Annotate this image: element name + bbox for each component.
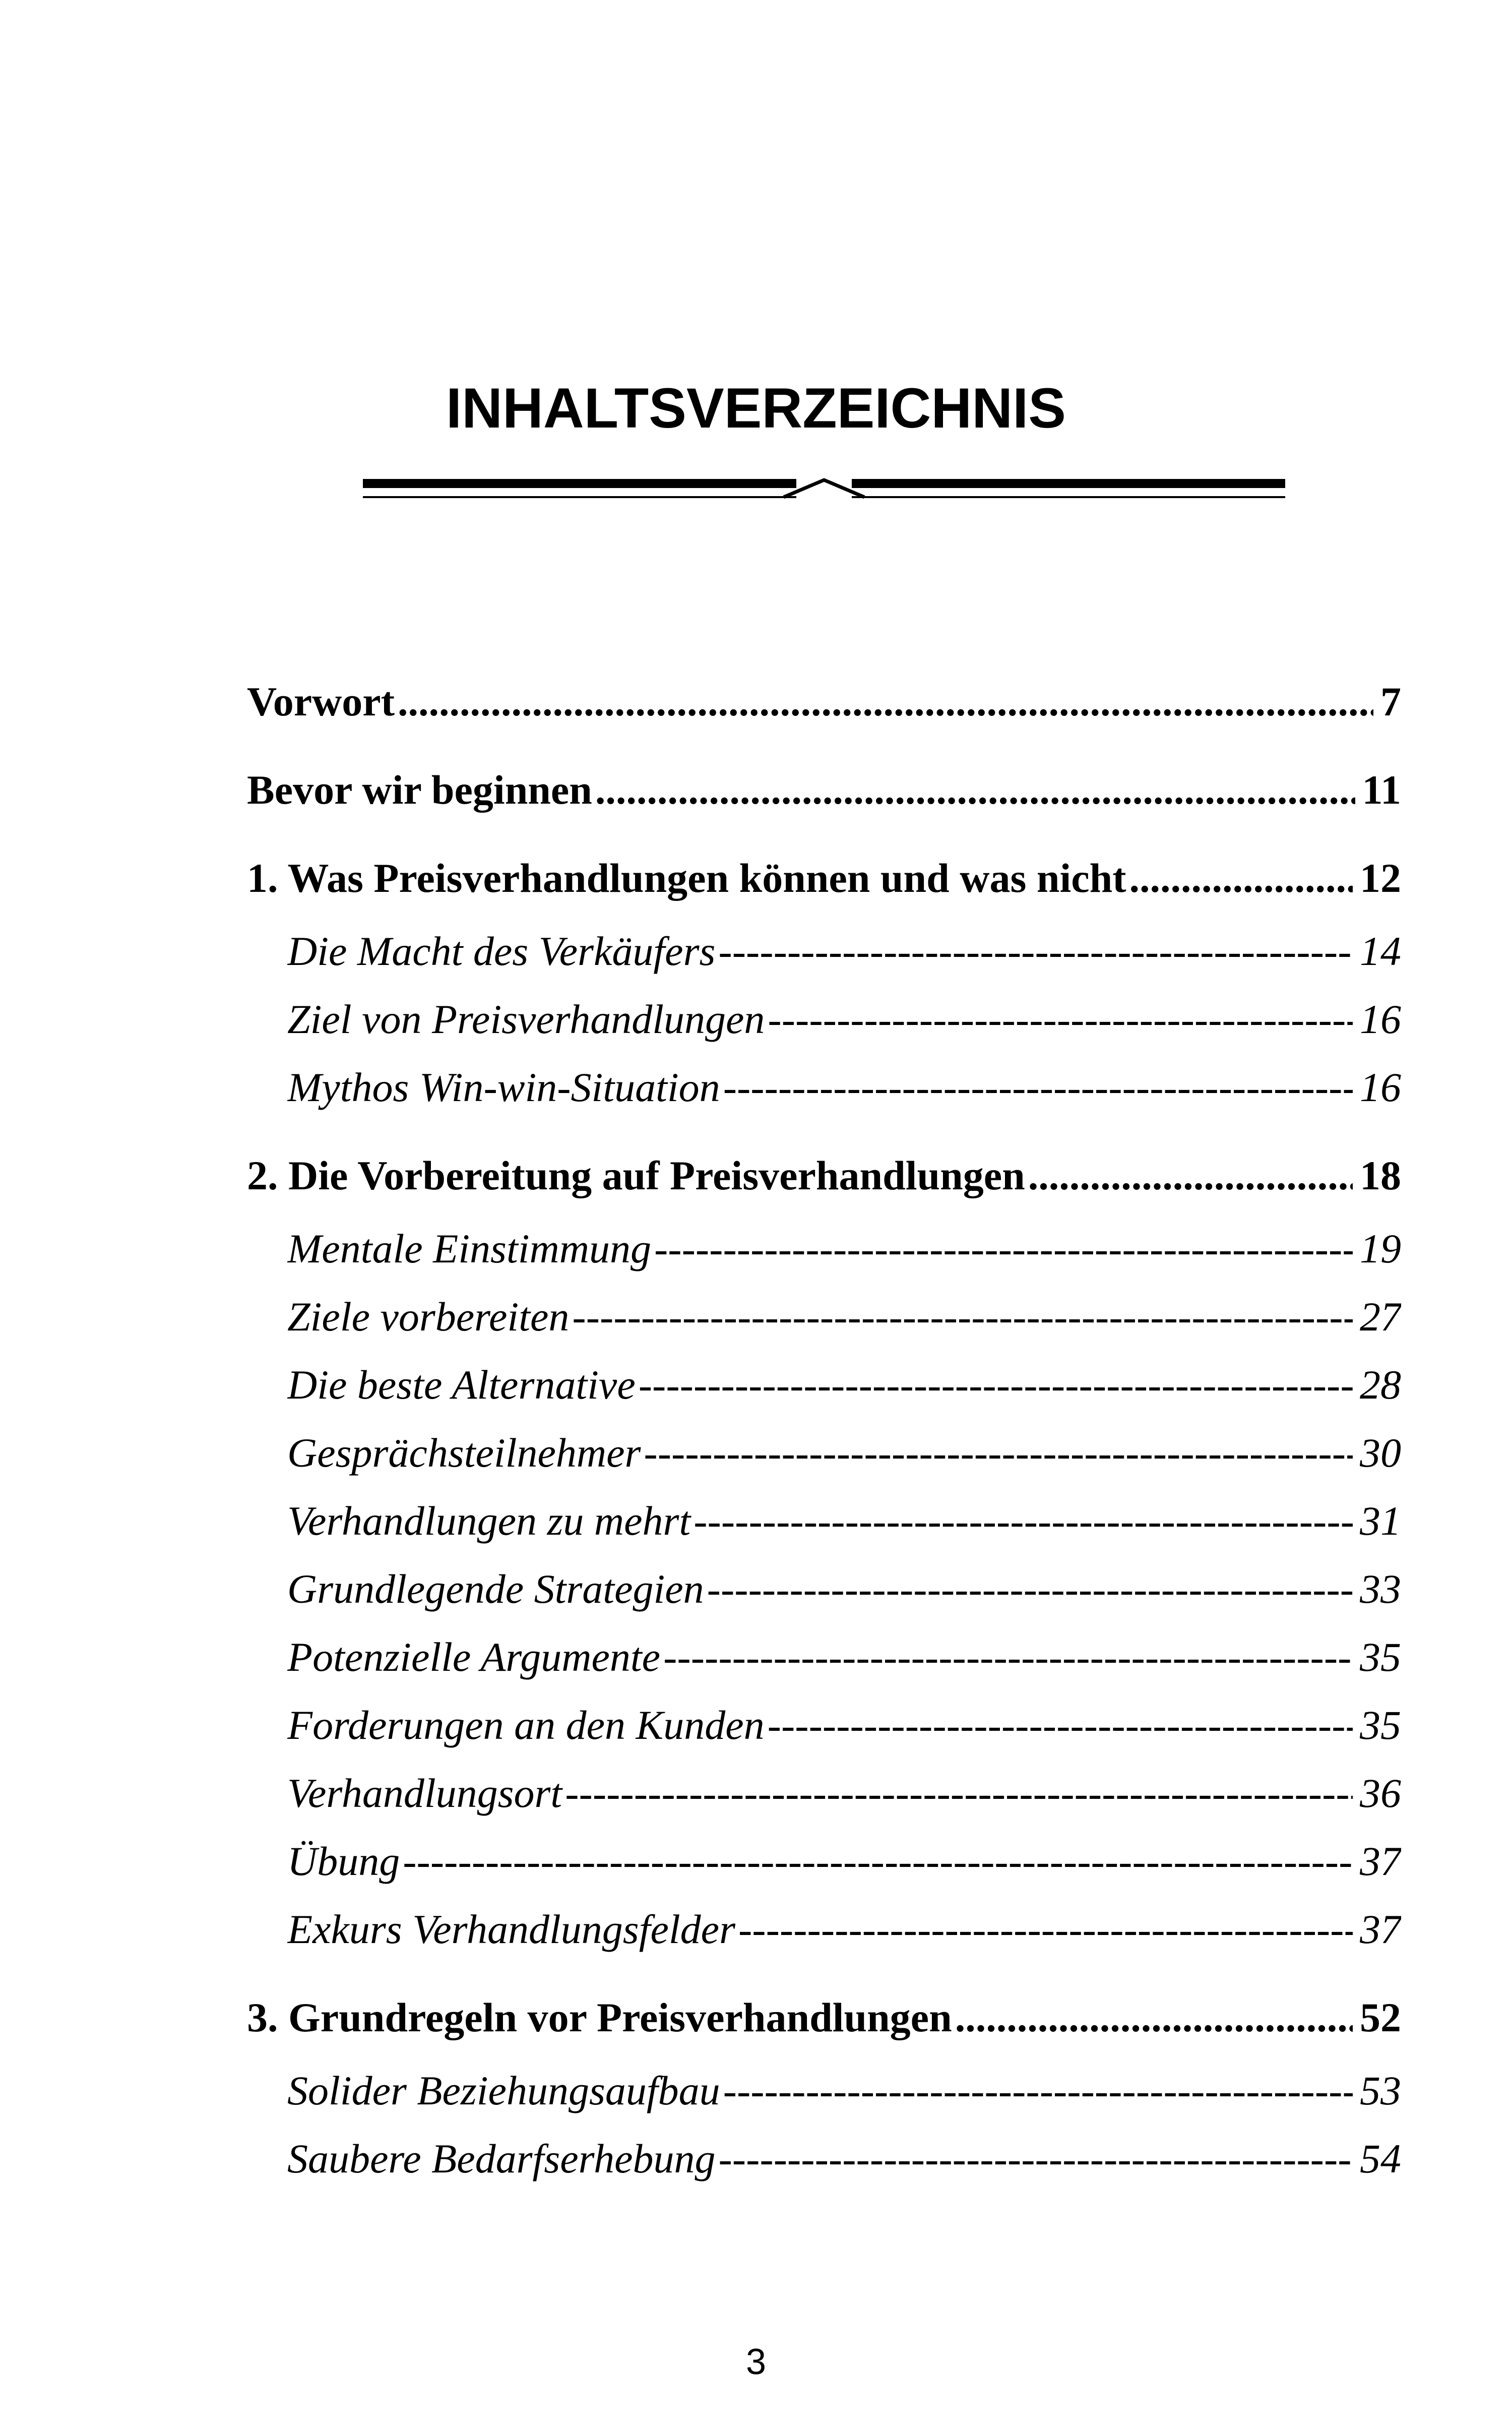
divider-thin-right (852, 496, 1285, 498)
toc-entry-page: 37 (1360, 1906, 1401, 1952)
page-title: INHALTSVERZEICHNIS (446, 377, 1066, 440)
toc-leader (718, 928, 1353, 975)
toc-section-entry[interactable] (287, 1565, 1401, 1626)
toc-entry-title: 1. Was Preisverhandlungen können und was nicht (247, 855, 1126, 901)
toc-chapter-entry[interactable] (247, 855, 1401, 915)
toc-chapter-entry[interactable] (247, 766, 1401, 827)
toc-entry-title: Die beste Alternative (287, 1362, 636, 1408)
toc-entry-title: Verhandlungen zu mehrt (287, 1498, 691, 1544)
toc-entry-page: 16 (1360, 1064, 1401, 1110)
toc-leader (663, 1634, 1353, 1681)
toc-section-entry[interactable] (287, 1225, 1401, 1286)
toc-entry-title: Gesprächsteilnehmer (287, 1430, 641, 1476)
toc-leader (1028, 1152, 1353, 1199)
toc-section-entry[interactable] (287, 2067, 1401, 2128)
toc-section-entry[interactable] (287, 1702, 1401, 1762)
toc-entry-page: 53 (1360, 2068, 1401, 2113)
toc-entry-page: 18 (1360, 1153, 1401, 1198)
toc-leader (639, 1361, 1353, 1409)
toc-chapter-entry[interactable] (247, 678, 1401, 739)
toc-chapter-entry[interactable] (247, 1152, 1401, 1213)
toc-section-entry[interactable] (287, 1293, 1401, 1354)
toc-leader (1129, 855, 1353, 902)
toc-leader (644, 1429, 1353, 1477)
toc-entry-page: 7 (1380, 679, 1401, 724)
toc-section-entry[interactable] (287, 928, 1401, 988)
toc-entry-title: Ziele vorbereiten (287, 1294, 570, 1340)
toc-section-entry[interactable] (287, 1838, 1401, 1898)
toc-entry-page: 54 (1360, 2136, 1401, 2182)
toc-entry-page: 28 (1360, 1362, 1401, 1408)
toc-entry-title: Bevor wir beginnen (247, 767, 592, 813)
toc-entry-title: Übung (287, 1838, 400, 1884)
toc-entry-title: Grundlegende Strategien (287, 1566, 704, 1612)
toc-entry-page: 19 (1360, 1226, 1401, 1272)
toc-leader (955, 1994, 1353, 2041)
toc-leader (768, 1702, 1353, 1749)
toc-section-entry[interactable] (287, 1634, 1401, 1694)
toc-leader (654, 1225, 1353, 1273)
toc-leader (694, 1497, 1353, 1545)
ornamental-divider (363, 469, 1285, 509)
toc-entry-title: Verhandlungsort (287, 1770, 562, 1816)
toc-entry-page: 35 (1360, 1702, 1401, 1748)
toc-leader (768, 996, 1353, 1043)
toc-entry-title: Forderungen an den Kunden (287, 1702, 765, 1748)
toc-section-entry[interactable] (287, 1906, 1401, 1966)
toc-entry-title: Die Macht des Verkäufers (287, 928, 716, 974)
toc-entry-title: Exkurs Verhandlungsfelder (287, 1906, 735, 1952)
toc-leader (403, 1838, 1353, 1885)
toc-entry-page: 35 (1360, 1634, 1401, 1680)
toc-leader (723, 2067, 1353, 2114)
toc-entry-page: 12 (1360, 855, 1401, 901)
toc-leader (398, 678, 1373, 725)
toc-leader (572, 1293, 1353, 1341)
divider-thin-left (363, 496, 796, 498)
toc-entry-title: Potenzielle Argumente (287, 1634, 661, 1680)
toc-entry-title: Solider Beziehungsaufbau (287, 2068, 720, 2113)
toc-leader (595, 766, 1355, 814)
toc-leader (565, 1770, 1353, 1817)
toc-section-entry[interactable] (287, 1497, 1401, 1558)
toc-entry-title: Mythos Win-win-Situation (287, 1064, 720, 1110)
toc-entry-title: Saubere Bedarfserhebung (287, 2136, 716, 2182)
toc-leader (723, 1064, 1353, 1111)
toc-entry-title: 3. Grundregeln vor Preisverhandlungen (247, 1994, 952, 2040)
toc-entry-page: 27 (1360, 1294, 1401, 1340)
toc-entry-page: 37 (1360, 1838, 1401, 1884)
toc-leader (738, 1906, 1353, 1953)
toc-section-entry[interactable] (287, 1770, 1401, 1830)
toc-leader (718, 2135, 1353, 2183)
toc-entry-title: 2. Die Vorbereitung auf Preisverhandlungen (247, 1153, 1025, 1198)
toc-entry-title: Ziel von Preisverhandlungen (287, 996, 765, 1042)
toc-chapter-entry[interactable] (247, 1994, 1401, 2054)
toc-entry-page: 11 (1362, 767, 1401, 813)
page-number: 3 (745, 2342, 767, 2382)
toc-section-entry[interactable] (287, 1429, 1401, 1490)
toc-entry-title: Mentale Einstimmung (287, 1226, 651, 1272)
toc-section-entry[interactable] (287, 2135, 1401, 2196)
toc-section-entry[interactable] (287, 1361, 1401, 1422)
toc-entry-page: 14 (1360, 928, 1401, 974)
toc-leader (707, 1565, 1353, 1613)
toc-entry-page: 30 (1360, 1430, 1401, 1476)
toc-entry-page: 52 (1360, 1994, 1401, 2040)
toc-entry-page: 33 (1360, 1566, 1401, 1612)
toc-entry-page: 16 (1360, 996, 1401, 1042)
toc-entry-page: 31 (1360, 1498, 1401, 1544)
toc-entry-page: 36 (1360, 1770, 1401, 1816)
divider-thick-left (363, 479, 796, 488)
toc-section-entry[interactable] (287, 1064, 1401, 1124)
divider-thick-right (852, 479, 1285, 488)
toc-section-entry[interactable] (287, 996, 1401, 1056)
toc-entry-title: Vorwort (247, 679, 395, 724)
